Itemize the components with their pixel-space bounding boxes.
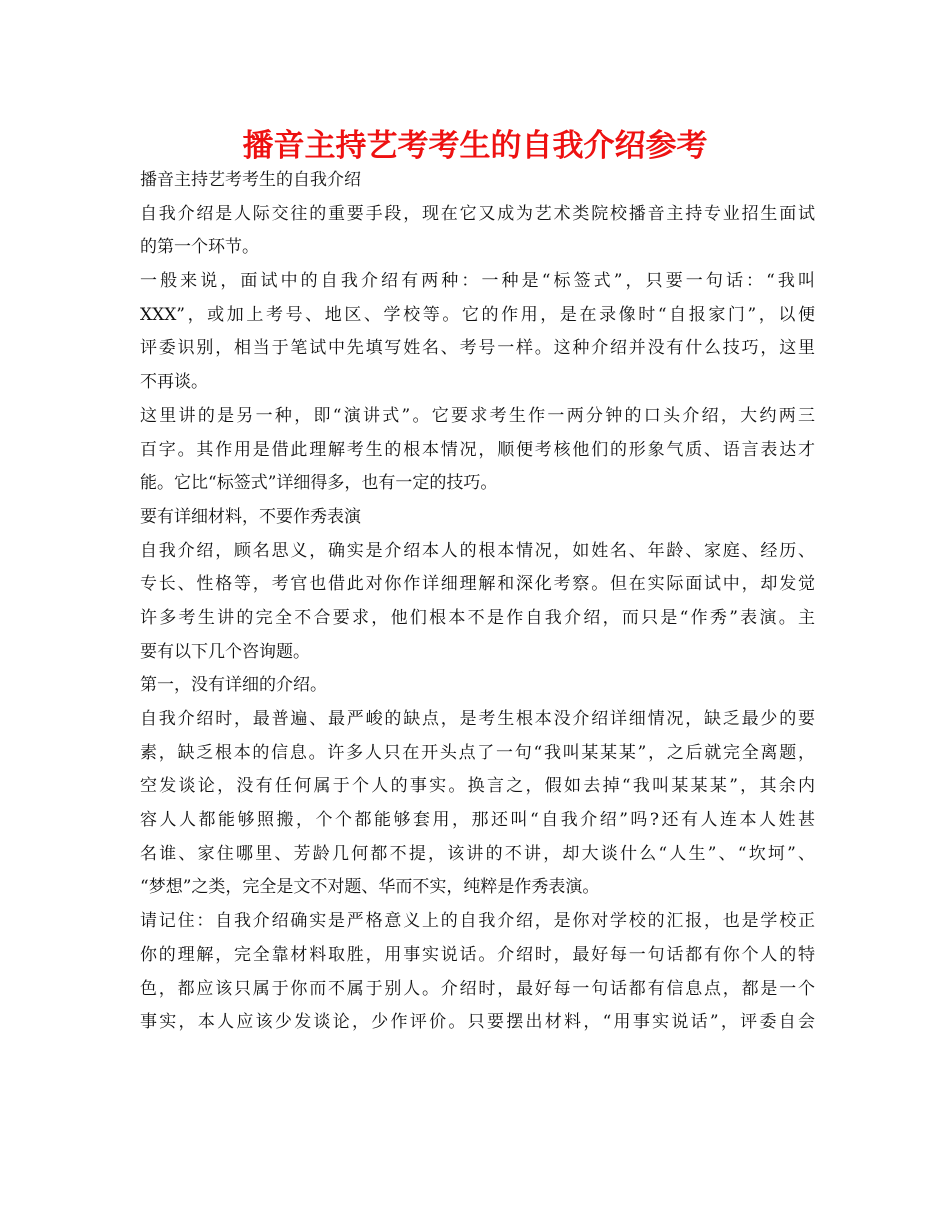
text-line: 一般来说，面试中的自我介绍有两种：一种是“标签式”，只要一句话：“我叫 xyxy=(140,271,815,292)
text-line: 许多考生讲的完全不合要求，他们根本不是作自我介绍，而只是“作秀”表演。主 xyxy=(140,607,815,628)
text-line: 第一，没有详细的介绍。 xyxy=(140,675,327,696)
text-line: 评委识别，相当于笔试中先填写姓名、考号一样。这种介绍并没有什么技巧，这里 xyxy=(140,338,815,359)
text-line: 请记住：自我介绍确实是严格意义上的自我介绍，是你对学校的汇报，也是学校正 xyxy=(140,911,815,932)
text-line: 这里讲的是另一种，即“演讲式”。它要求考生作一两分钟的口头介绍，大约两三 xyxy=(140,405,815,426)
text-line: 自我介绍，顾名思义，确实是介绍本人的根本情况，如姓名、年龄、家庭、经历、 xyxy=(140,540,815,561)
text-line: 要有详细材料，不要作秀表演 xyxy=(140,506,361,527)
text-line: 空发谈论，没有任何属于个人的事实。换言之，假如去掉“我叫某某某”，其余内 xyxy=(140,776,815,797)
text-line: 色，都应该只属于你而不属于别人。介绍时，最好每一句话都有信息点，都是一个 xyxy=(140,978,815,999)
text-line: 名谁、家住哪里、芳龄几何都不提，该讲的不讲，却大谈什么“人生”、“坎坷”、 xyxy=(140,843,815,864)
text-line: 自我介绍时，最普遍、最严峻的缺点，是考生根本没介绍详细情况，缺乏最少的要 xyxy=(140,709,815,729)
text-line: 能。它比“标签式”详细得多，也有一定的技巧。 xyxy=(140,473,498,494)
text-line: 容人人都能够照搬，个个都能够套用，那还叫“自我介绍”吗?还有人连本人姓甚 xyxy=(140,810,815,831)
text-line: 不再谈。 xyxy=(140,372,208,393)
text-line: 专长、性格等，考官也借此对你作详细理解和深化考察。但在实际面试中，却发觉 xyxy=(140,574,815,595)
text-line: 的第一个环节。 xyxy=(140,237,259,258)
text-line: 事实，本人应该少发谈论，少作评价。只要摆出材料，“用事实说话”，评委自会 xyxy=(140,1012,815,1033)
text-line: 你的理解，完全靠材料取胜，用事实说话。介绍时，最好每一句话都有你个人的特 xyxy=(140,944,815,965)
document-body xyxy=(140,164,815,1040)
document-title: 播音主持艺考考生的自我介绍参考 xyxy=(242,128,708,164)
text-line: 百字。其作用是借此理解考生的根本情况，顺便考核他们的形象气质、语言表达才 xyxy=(140,439,815,460)
text-line: 素，缺乏根本的信息。许多人只在开头点了一句“我叫某某某”，之后就完全离题， xyxy=(140,742,815,763)
text-line: 播音主持艺考考生的自我介绍 xyxy=(140,170,361,190)
text-line: 自我介绍是人际交往的重要手段，现在它又成为艺术类院校播音主持专业招生面试 xyxy=(140,203,815,224)
text-line: 要有以下几个咨询题。 xyxy=(140,641,310,662)
text-line: XXX”，或加上考号、地区、学校等。它的作用，是在录像时“自报家门”，以便 xyxy=(140,304,815,325)
text-line: “梦想”之类，完全是文不对题、华而不实，纯粹是作秀表演。 xyxy=(140,877,600,898)
